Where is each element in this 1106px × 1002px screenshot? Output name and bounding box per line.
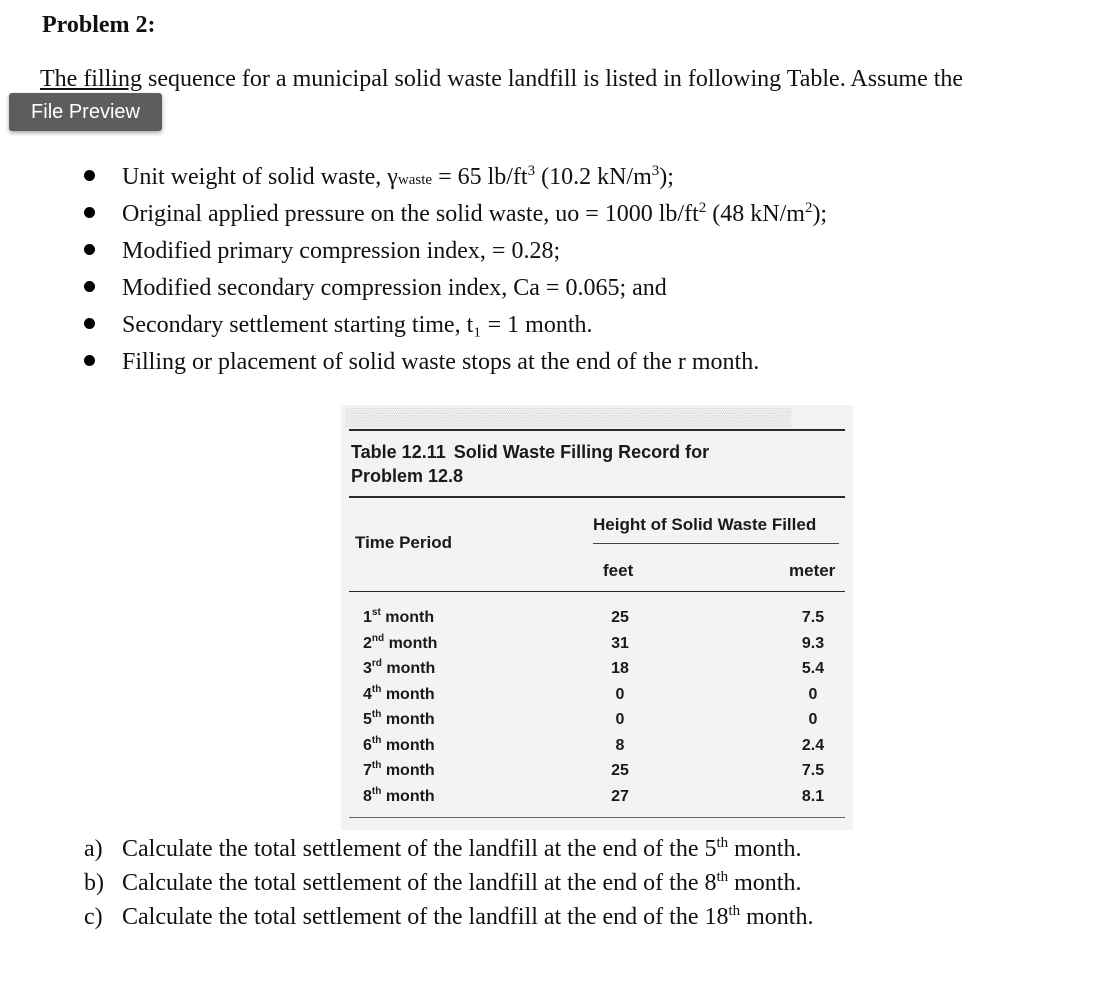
bullet-dot-icon [84, 355, 95, 366]
table-cell-feet: 25 [611, 609, 629, 626]
bullet-dot-icon [84, 281, 95, 292]
file-preview-badge[interactable]: File Preview [9, 93, 162, 131]
table-cell-meter: 2.4 [801, 736, 825, 754]
table-cell-feet: 0 [615, 685, 625, 703]
table-caption [351, 440, 709, 488]
table-cell-meter: 7.5 [801, 762, 825, 779]
table-cell-feet: 31 [611, 634, 629, 652]
table-cell-meter: 9.3 [801, 634, 825, 652]
table-cell-feet: 25 [611, 762, 629, 779]
problem-title: Problem 2: [42, 12, 156, 38]
bullet-dot-icon [84, 207, 95, 218]
table-row-time: 3rd month [363, 658, 436, 677]
assumption-applied-pressure: Original applied pressure on the solid waste, uo = 1000 $lb/ft^2$ (48 $kN/m^2$); [0, 197, 1106, 234]
table-cell-feet: 18 [611, 660, 629, 677]
table-cell-feet: 27 [611, 787, 629, 805]
bullet-dot-icon [84, 318, 95, 329]
assumptions-list [0, 160, 1106, 382]
feet-column [603, 605, 637, 809]
assumption-filling-stops: Filling or placement of solid waste stops at the end of the r month. [0, 345, 1106, 382]
problem-intro [40, 66, 963, 93]
scanned-table-image [341, 405, 853, 830]
table-cell-meter: 0 [808, 711, 818, 728]
table-cell-feet: 8 [615, 736, 625, 754]
table-cell-meter: 8.1 [801, 787, 825, 805]
assumption-unit-weight: Unit weight of solid waste, γwaste = 65 $lb/ft^3$ (10.2 $kN/m^3$); [0, 160, 1106, 197]
table-number: Table 12.11 [351, 442, 446, 462]
header-span-rule [593, 543, 839, 544]
table-cell-meter: 7.5 [801, 609, 825, 626]
time-period-column [363, 605, 483, 809]
table-row-time: 2nd month [363, 632, 438, 652]
header-feet: feet [603, 561, 634, 580]
table-top-rule [349, 429, 845, 431]
table-subtitle: Problem 12.8 [351, 466, 464, 486]
assumption-secondary-index: Modified secondary compression index, Ca = 0.065; and [0, 271, 1106, 308]
table-cell-meter: 0 [808, 685, 818, 703]
intro-rest-text: sequence for a municipal solid waste landfill is listed in following Table. Assume the [141, 66, 964, 92]
header-bottom-rule [349, 591, 845, 592]
caption-rule [349, 496, 845, 498]
table-row-time: 7th month [363, 760, 435, 779]
intro-underlined-text: The filling [40, 66, 142, 92]
question-b: b) Calculate the total settlement of the landfill at the end of the 8th month. [84, 869, 802, 896]
table-row-time: 8th month [363, 785, 435, 805]
bullet-dot-icon [84, 170, 95, 181]
question-a: a) Calculate the total settlement of the landfill at the end of the 5th month. [84, 835, 802, 862]
assumption-primary-index: Modified primary compression index, = 0.28; [0, 234, 1106, 271]
table-row-time: 6th month [363, 734, 435, 754]
assumption-secondary-start: Secondary settlement starting time, t₁ = 1 month. [0, 308, 1106, 345]
header-meter: meter [789, 561, 836, 580]
table-row-time: 1st month [363, 607, 435, 626]
table-title: Solid Waste Filling Record for [453, 442, 710, 462]
table-cell-meter: 5.4 [801, 660, 825, 677]
table-row-time: 4th month [363, 683, 435, 703]
meter-column [793, 605, 833, 809]
bleed-through-texture: ▒▒▒▒▒▒▒▒▒▒▒▒▒▒▒▒▒▒▒▒▒▒▒▒▒▒▒▒▒▒▒▒▒▒▒ [345, 407, 792, 427]
table-cell-feet: 0 [615, 711, 625, 728]
header-time-period: Time Period [355, 533, 452, 552]
table-row-time: 5th month [363, 709, 435, 728]
header-height-filled: Height of Solid Waste Filled [593, 515, 817, 534]
bullet-dot-icon [84, 244, 95, 255]
table-bottom-rule [349, 817, 845, 818]
question-c: c) Calculate the total settlement of the landfill at the end of the 18th month. [84, 903, 814, 930]
